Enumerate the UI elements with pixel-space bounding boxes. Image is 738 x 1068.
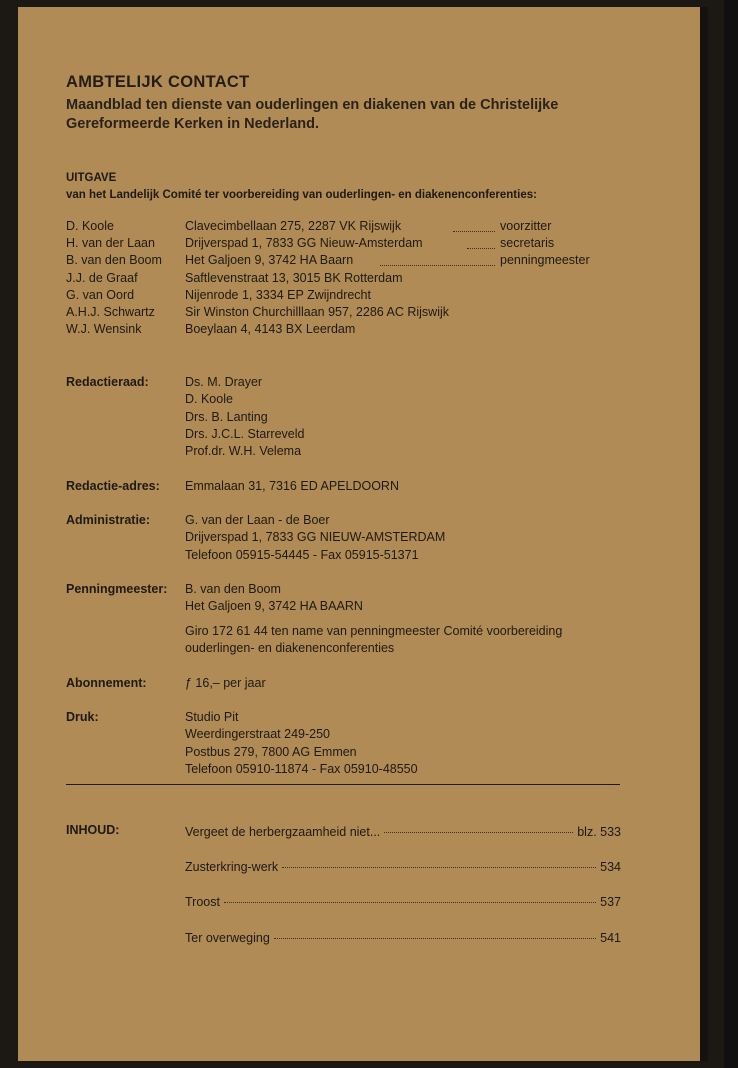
member-address: Saftlevenstraat 13, 3015 BK Rotterdam [185,271,403,285]
abonnement-label: Abonnement: [66,676,147,690]
toc-title: Troost [185,895,220,909]
penningmeester-label: Penningmeester: [66,582,168,596]
giro-line: Giro 172 61 44 ten name van penningmeester Comité voorbereiding [185,624,563,638]
dot-leader [224,902,596,903]
druk-label: Druk: [66,710,99,724]
member-name: A.H.J. Schwartz [66,305,155,319]
address-line: Emmalaan 31, 7316 ED APELDOORN [185,479,399,493]
member-name: W.J. Wensink [66,322,142,336]
toc-title: Ter overweging [185,931,270,945]
toc-title: Zusterkring-werk [185,860,279,874]
dot-leader [453,231,495,232]
member-address: Clavecimbellaan 275, 2287 VK Rijswijk [185,219,402,233]
dot-leader [384,832,573,833]
toc-title: Vergeet de herbergzaamheid niet... [185,825,381,839]
admin-line: Telefoon 05915-54445 - Fax 05915-51371 [185,547,419,562]
printer-line: Telefoon 05910-11874 - Fax 05910-48550 [185,761,418,776]
member-name: H. van der Laan [66,236,155,250]
member-address: Drijverspad 1, 7833 GG Nieuw-Amsterdam [185,236,423,250]
page-title: AMBTELIJK CONTACT [66,73,250,91]
toc-entry [185,895,621,909]
redactieraad-list [185,374,304,460]
dot-leader [274,938,596,939]
member-name: B. van den Boom [66,253,162,267]
toc-page: 534 [600,860,621,874]
abonnement-value [185,675,266,692]
member-address: Sir Winston Churchilllaan 957, 2286 AC Rijswijk [185,305,450,319]
divider [66,784,620,785]
redactie-adres-label: Redactie-adres: [66,479,160,493]
treasurer-line: Het Galjoen 9, 3742 HA BAARN [185,599,363,614]
druk-value [185,709,418,778]
giro-text [185,623,562,658]
dot-leader [380,265,495,266]
toc-entry [185,825,621,839]
inhoud-label: INHOUD: [66,823,120,837]
member-role: voorzitter [500,219,552,233]
member-address: Het Galjoen 9, 3742 HA Baarn [185,253,354,267]
redactie-adres-value [185,478,399,495]
admin-line: G. van der Laan - de Boer [185,513,330,527]
member-address: Boeylaan 4, 4143 BX Leerdam [185,322,356,336]
editor-name: Drs. B. Lanting [185,409,268,424]
uitgave-heading: UITGAVE [66,172,117,184]
subtitle-line: Maandblad ten dienste van ouderlingen en diakenen van de Christelijke [66,97,559,113]
editor-name: Prof.dr. W.H. Velema [185,444,302,459]
member-name: D. Koole [66,219,114,233]
printer-line: Postbus 279, 7800 AG Emmen [185,744,357,759]
editor-name: Ds. M. Drayer [185,375,263,389]
member-role: penningmeester [500,253,590,267]
administratie-value [185,512,445,564]
editor-name: D. Koole [185,392,233,407]
toc-page: blz. 533 [577,825,621,839]
redactieraad-label: Redactieraad: [66,375,149,389]
uitgave-subheading: van het Landelijk Comité ter voorbereiding van ouderlingen- en diakenenconferenties: [66,189,537,201]
dot-leader [282,867,596,868]
member-address: Nijenrode 1, 3334 EP Zwijndrecht [185,288,371,302]
editor-name: Drs. J.C.L. Starreveld [185,426,305,441]
admin-line: Drijverspad 1, 7833 GG NIEUW-AMSTERDAM [185,530,446,545]
page-subtitle [66,96,646,134]
subtitle-line: Gereformeerde Kerken in Nederland. [66,116,320,132]
administratie-label: Administratie: [66,513,151,527]
toc-page: 541 [600,931,621,945]
penningmeester-value [185,581,363,616]
treasurer-line: B. van den Boom [185,582,281,596]
member-name: G. van Oord [66,288,135,302]
toc-page: 537 [600,895,621,909]
giro-line: ouderlingen- en diakenenconferenties [185,641,395,656]
scan-edge [724,0,738,1068]
toc-entry [185,931,621,945]
member-role: secretaris [500,236,555,250]
toc-entry [185,860,621,874]
dot-leader [467,248,495,249]
price-line: ƒ 16,– per jaar [185,676,266,690]
printer-line: Weerdingerstraat 249-250 [185,727,330,742]
printer-line: Studio Pit [185,710,239,724]
member-name: J.J. de Graaf [66,271,138,285]
